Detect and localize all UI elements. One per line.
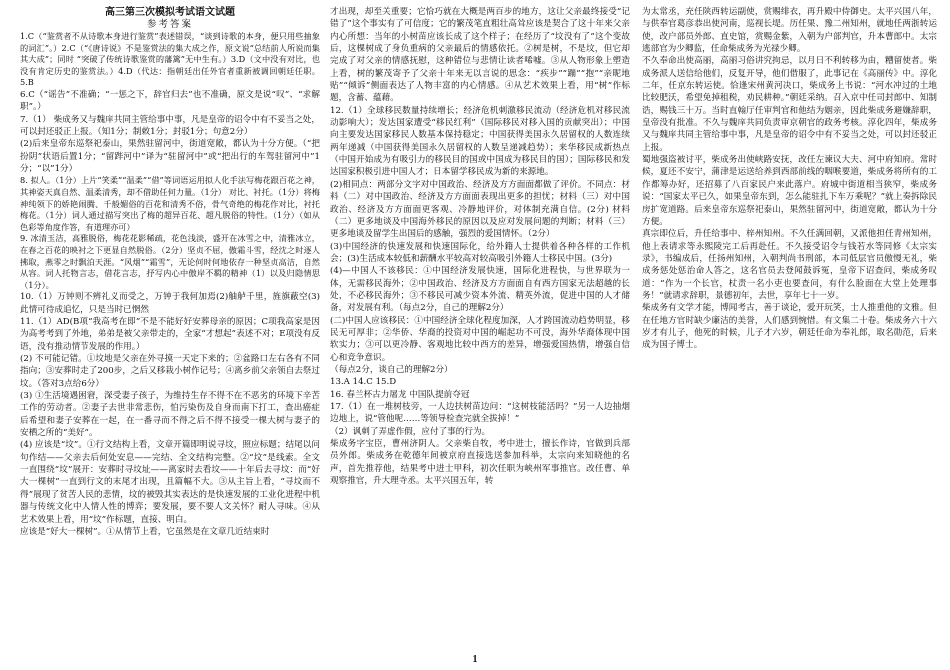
answer-paragraph: 13.A 14.C 15.D	[330, 377, 397, 388]
translation-paragraph: 为太常丞，充任陕西转运副使，赏赐绯衣，再升殿中侍御史。太平兴国八年，与供奉官葛彦恭出使河南，巡视长堤。历任果、豫二州知州，就地任两浙转运使，改户部员外郎、直史馆，赏赐金紫，入朝为户部判官，升本曹郎中。太宗逃部官为少卿监，任命柴成务为光禄少卿。	[642, 7, 937, 55]
answer-paragraph: 16. 春兰杯古力屠龙 中国队提前夺冠	[330, 389, 470, 400]
translation-paragraph: 真宗即位后，升任给事中、梓州知州。不久任满回朝，又派他担任青州知州，他上表请求等永熙陵完工后再赴任。不久接受诏令与钱若水等同修《太宗实录》，书编成后，任扬州知州，入朝判尚书刑部，本司低层官员傲慢无礼，柴成务惩处惩治命人答之，这名官员去登闻鼓诉冤，皇帝下诏查问，柴成务叹道：“作为一个长官，杖责一名小吏也要查问，有什么脸面在大堂上处理事务！”就请求辞职，景德初年，去世，享年七十一岁。	[642, 229, 937, 301]
translation-paragraph: 蜀地强盗被讨平，柴成务出使峡路安抚，改任左谏议大夫、河中府知府。常时候，夏还不安宁，蒲津是运送给养到西部前线的咽喉要道，柴成务将所有的工作都筹办好，还招募了八百家民户来此落户。府城中街道相当狭窄，柴成务说：“国家太平已久，如果皇帝东到，怎么能驻扎下车万乘呢？”就上奏拆除民房扩宽道路。后来皇帝东巡祭祀泰山，果然驻留河中，街道宽敞，都认为十分方便。	[642, 155, 937, 227]
translation-paragraph: 柴成务字宝臣，曹州济阴人。父亲柴自牧，考中进士，擅长作诗，官做到兵部员外郎。柴成务在乾德年间被京府直接选送参加科举，太宗向来知晓他的名声，首先推荐他，结果考中进士甲科，初次任职为峡州军事推官。改任曹、单观察推官，升大理寺丞。太平兴国五年，转	[330, 439, 630, 487]
answer-paragraph: 8. 拟人。（1分）上片“笑柔”“温柔”“借”等词语运用拟人化手法写梅花跟百花之神，其神姿天真自然、温柔清秀，却不借助任何力量。（1分） 对比、衬托。（1分）将梅神纯领下的娇艳闹腾、千般媚俗的百花和清秀不俗，骨气奇绝的梅花作对比，衬托梅花。（1分）词人通过描写突出了梅的超异百花、超凡脱俗的特性。（1分）（如从色彩等角度作答，有道理亦可）	[20, 175, 320, 232]
page-title: 高三第三次模拟考试语文试题	[105, 7, 235, 18]
answer-paragraph: 6.C（“谣告”不准确；“一惩之下，辞官归去”也不准确，原文是说“叹”、“求解职”。）	[20, 89, 320, 113]
page-number: 1	[472, 654, 478, 665]
answer-paragraph: （每点2分，谈自己的理解2分）	[330, 364, 453, 375]
answer-paragraph: 应该是“好大一棵树”。①从情节上看，它虽然是在文章几近结束时	[20, 526, 270, 537]
translation-paragraph: 柴成务有文学才能，博闻考古，善于谈论，爱开玩笑，士人推重他的文雅。但在任地方官时缺少廉洁的美誉，人们感到惋惜。有文集二十卷。柴成务六十六岁才有儿子，他死的时候，儿子才六岁，朝廷任命为奉礼郎，取名勋范，后来成为国子博士。	[642, 303, 937, 351]
answer-paragraph: （2）讽刺了弄虚作假，应付了事的行为。	[330, 426, 491, 437]
answer-paragraph: (2)后来皇帝东巡祭祀泰山，果然驻留河中，街道宽敞，都认为十分方便。（“把扮阴”状语后置1分；“留跸河中”译为“驻留河中”或“把出行的车驾驻留河中”1分；“以”1分）	[20, 139, 320, 175]
answer-paragraph: 9. 冰清玉洁，高雅脱俗，梅花花影稀疏，花色浅淡，盛开在冰雪之中，清雅冰立，在春之百花的映衬之下更显自然脱俗。（2分）坚贞不屈，傲霜斗雪，经沈之时逐人拂取，燕零之时飘泊天涯。“风烟”“霜雪”，无论何时何地依存一种坚贞高洁，自然从容。词人托物言志，借花言志，抒写内心中傲岸不羁的精神（1）以及归隐情思（1分）。	[20, 233, 320, 290]
column-left	[20, 6, 320, 646]
answer-paragraph: 1.C（“鉴赏者不从诗歌本身进行鉴赏”表述错误，“谈到诗歌的本身，便只用些抽象的词汇”。）2.C（“《唐诗说》不是鉴赏法的集大成之作，原文说“总结前人所说而集其大成”；同时 “突破了传统诗歌鉴赏的藩篱”无中生有。）3.D（文中没有对比，也没有肯定历史的鉴赏法。）4.D（代达：指朝廷出任外官者重新被调回朝廷任职。5.B	[20, 31, 320, 88]
column-middle	[330, 6, 630, 646]
answer-paragraph: (3)中国经济的快速发展和快速国际化，给外籍人士提供着各种各样的工作机会；(3)生活成本较低和薪酬水平较高对较高吸引外籍人士移民中国。(3分)	[330, 241, 630, 264]
answer-paragraph: (4)—中国人不该移民：①中国经济发展快速，国际化进程快，与世界联为一体，无需移民海外；②中国政治、经济及方方面面自有西方国家无法超越的长处，不必移民海外；③不移民可减少资本外流、精英外流，促进中国的人才储备，对发展有利。（每点2分，自己的理解2分）	[330, 266, 630, 314]
answer-paragraph: 才出现，却至关重要；它恰巧就在大概是两百步的地方，这让父亲最终接受“记错了”这个事实有了可信度；它的繁茂笔直粗壮高耸应该是契合了这十年来父亲内心所想：当年的小树苗应该长成了这个样子；在经历了“坟没有了”这个变故后，这棵树成了身负重病的父亲最后的情感依托。②树是树，不是坟，但它却完成了对父亲的情感抚慰，这种错位与悲情让读者唏嘘。③从人物形象上塑造上看，树的繁茂寄予了父亲十年来无以言说的思念：“疾步”“蹦”“抱”“亲昵地贴”“倾诉”侧面表达了人物丰富的内心情感。④从艺术效果上看，用“树”作标题，含蓄、蕴藉。	[330, 7, 630, 104]
translation-paragraph: 不久奉命出使高丽，高丽习俗讲究拘忌，以月日不利转移为由，糟留使者。柴成务派人送信给他们，反复开导，他们借服了，此事记在《高丽传》中。淳化二年，任京东转运使。恰逢宋州黄河决口，柴成务上书说：“河水冲过的土地比较肥沃，希望免掉租税，劝民耕种。”朝廷采纳。召入京中任司封郎中、知制诰，赐钱三十万。当时直翰厅任审判官和他结为姻亲，因此柴成务避嫌辞职，皇帝没有批准。不久与魏庠共同负责审京朝官的政务考核。淳化四年，柴成务又与魏庠共同主管给事中事，凡是皇帝的诏令中有不妥当之处，可以封还驳正上报。	[642, 56, 937, 153]
answer-paragraph: 10.（1）万钟则不辨礼义而受之，万钟于我何加焉(2)舳舻千里，旌旗蔽空(3)此情可待成追忆，只是当时已惘然	[20, 292, 320, 315]
answer-paragraph: (2) 不可能记错。①坟地是父亲在外寻摸一天定下来的；②盆路口左右各有不同指向；③安葬时走了200步，之后又移栽小树作记号；④离乡前父亲领自去祭过坟。（答对3点给6分）	[20, 354, 320, 389]
page-subtitle: 参考答案	[146, 19, 193, 30]
answer-paragraph: (二)中国人应该移民：①中国经济全球化程度加深，人才跨国流动趋势明显，移民无可厚非；②华侨、华裔的投资对中国的崛起功不可没，海外华裔体现中国软实力；③可以更冷静、客观地比较中西方的差异，增强爱国热情，增强自信心和竞争意识。	[330, 315, 630, 363]
answer-paragraph: (2)相同点：两部分文字对中国政治、经济及方方面面都做了评价。不同点：材料（二）对中国政治、经济及方方面面表现出更多的担忧；材料（三）对中国政治、经济及方方面面更客观、冷静地评价，对体制充满自信。(2分) 材料（二）更多地谈及中国海外移民的原因以及应对发展问题的判断；材料（三）更多地谈及留学生出国后的感触，强烈的爱国情怀。（2分）	[330, 179, 630, 240]
answer-paragraph: (3) ①生活境遇困窘，深受妻子孩子，为维持生存不得不在不恶劣的环境下辛苦工作的劳动者。②妻子去世非常悲伤，怕污染伤及自身而南下打工，查出癌症后希望和妻子安葬在一起，在一番寻而不得之后不得不接受一棵大树与妻子的安栖之所的“美好”。	[20, 391, 320, 439]
answer-paragraph: (4) 应该是“坟”。①行文结构上看，文章开篇即明说寻坟，照应标题；结尾以问句作结——父亲去后何处安息——完结、全文结构完整。②“坟”是线索。全文一直围绕“坟”展开：安葬时寻坟址——离家时去看坟——十年后去寻坟：而“好大一棵树”一直到行文的末尾才出现，且篇幅不大。③从主旨上看，“寻坟而不得”展现了贫苦人民的悲情，坟的被毁其实表达的是快速发展的工业化进程中机器与传统文化中人情人性的博弈；要发展，要不要人文关怀？耐人寻味。④从艺术效果上看，用“坟”作标题，直接、明白。	[20, 440, 320, 525]
answer-paragraph: 7.（1） 柴成务又与魏庠共同主管给事中事，凡是皇帝的诏令中有不妥当之处，可以封还驳正上报。（知1分；制敕1分；封驳1分；句意2分）	[20, 114, 320, 137]
answer-paragraph: 11.（1）AD(B项“我高考在即”不是不能好好安葬母亲的原因；C项我高家是因为高考考到了外地，弟弟是被父亲带走的，全家“才想起”表述不对；E项没有反语，没有推动情节发展的作用。）	[20, 317, 320, 352]
column-right	[642, 6, 937, 646]
answer-paragraph: 17.（1）在一堆树枝旁，一人边扶树苗边问：“这树枝能活吗？”另一人边抽烟边地上，说“管他呢……等领导检查完就全拔掉！”	[330, 402, 630, 425]
answer-paragraph: 12.（1）全球移民数量持续增长；经济危机刺激移民流动（经济危机对移民流动影响大）；发达国家遭受“移民红利”（国际移民对移入国的贡献突出）；中国向主要发达国家移民人数基本保持稳定；中国获得美国永久居留权的人数连续两年递减（中国获得美国永久居留权的人数呈递减趋势）；来华移民成新热点（中国开始成为有吸引力的移民目的国或中国成为移民目的国）；国际移民和发达国家积极引进中国人才；日本留学移民成为新的来源地。	[330, 105, 630, 178]
